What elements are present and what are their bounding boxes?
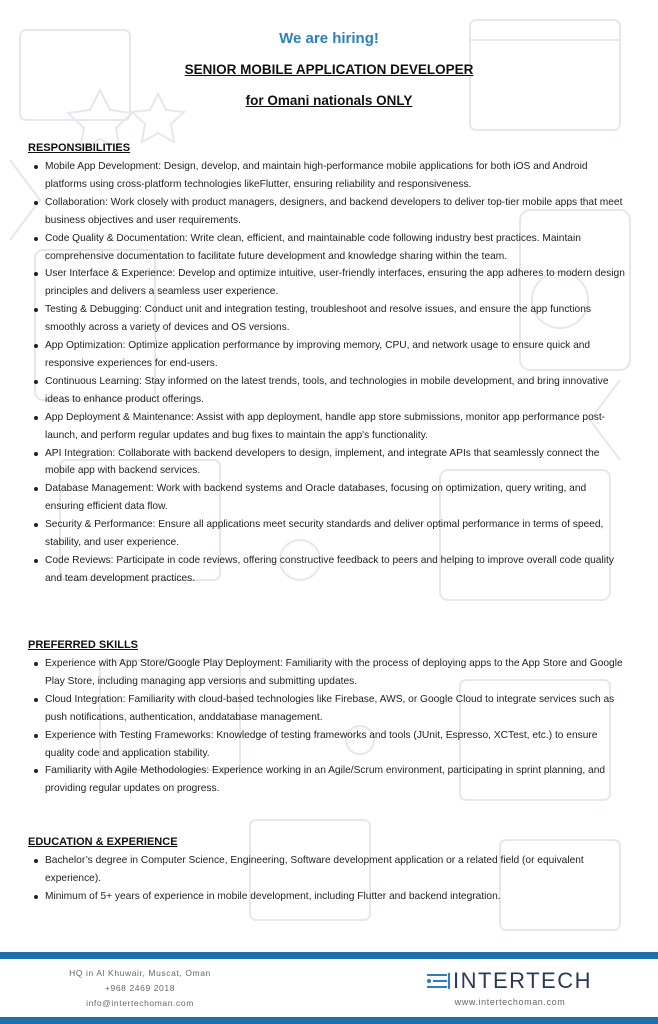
list-item: Security & Performance: Ensure all applications meet security standards and deliver optimal performance in terms of speed, stability, and user experience. xyxy=(28,516,628,552)
list-item: Continuous Learning: Stay informed on the latest trends, tools, and technologies in mobile development, and bring innovative ideas to enhance product offerings. xyxy=(28,373,628,409)
contact-info xyxy=(40,966,240,1011)
job-title: SENIOR MOBILE APPLICATION DEVELOPER xyxy=(184,62,474,77)
website-link[interactable]: www.intertechoman.com xyxy=(454,997,566,1007)
education-list xyxy=(28,852,628,906)
list-item: Experience with App Store/Google Play Deployment: Familiarity with the process of deploying apps to the App Store and Google Play Store, including managing app versions and submitting updates. xyxy=(28,655,628,691)
address-text: HQ in Al Khuwair, Muscat, Oman xyxy=(69,968,211,978)
email-link[interactable]: info@intertechoman.com xyxy=(86,998,194,1008)
list-item: Cloud Integration: Familiarity with cloud-based technologies like Firebase, AWS, or Google Cloud to integrate services such as push notifications, authentication, anddatabase management. xyxy=(28,691,628,727)
list-item: Database Management: Work with backend systems and Oracle databases, focusing on optimization, query writing, and ensuring efficient data flow. xyxy=(28,480,628,516)
list-item: Code Reviews: Participate in code reviews, offering constructive feedback to peers and helping to improve overall code quality and team development practices. xyxy=(28,552,628,588)
job-eligibility: for Omani nationals ONLY xyxy=(245,93,413,108)
education-section xyxy=(28,836,628,906)
responsibilities-heading: RESPONSIBILITIES xyxy=(28,142,131,154)
list-item: App Deployment & Maintenance: Assist with app deployment, handle app store submissions, monitor app performance post-launch, and perform regular updates and bug fixes to maintain the app's functionality. xyxy=(28,409,628,445)
footer-divider xyxy=(0,952,658,959)
responsibilities-list xyxy=(28,158,628,588)
list-item: Collaboration: Work closely with product managers, designers, and backend developers to deliver top-tier mobile apps that meet business objectives and user requirements. xyxy=(28,194,628,230)
phone-text: +968 2469 2018 xyxy=(104,983,176,993)
list-item: App Optimization: Optimize application performance by improving memory, CPU, and network usage to ensure quick and responsive experiences for end-users. xyxy=(28,337,628,373)
list-item: Code Quality & Documentation: Write clean, efficient, and maintainable code following industry best practices. Maintain comprehensive documentation to facilitate future development and knowledge sharing within the team. xyxy=(28,230,628,266)
list-item: API Integration: Collaborate with backend developers to design, implement, and integrate APIs that seamlessly connect the mobile app with backend services. xyxy=(28,445,628,481)
list-item: User Interface & Experience: Develop and optimize intuitive, user-friendly interfaces, ensuring the app adheres to modern design principles and delivers a seamless user experience. xyxy=(28,265,628,301)
list-item: Experience with Testing Frameworks: Knowledge of testing frameworks and tools (JUnit, Espresso, XCTest, etc.) to ensure quality code and application stability. xyxy=(28,727,628,763)
list-item: Minimum of 5+ years of experience in mobile development, including Flutter and backend integration. xyxy=(28,888,628,906)
education-heading: EDUCATION & EXPERIENCE xyxy=(28,836,178,848)
list-item: Testing & Debugging: Conduct unit and integration testing, troubleshoot and resolve issues, and ensure the app functions smoothly across a variety of devices and OS versions. xyxy=(28,301,628,337)
logo-wordmark: INTERTECH xyxy=(453,968,592,993)
preferred-skills-heading: PREFERRED SKILLS xyxy=(28,639,139,651)
intertech-logo xyxy=(425,968,615,994)
preferred-skills-list xyxy=(28,655,628,798)
footer-bottom-bar xyxy=(0,1017,658,1024)
list-item: Mobile App Development: Design, develop, and maintain high-performance mobile applications for both iOS and Android platforms using cross-platform technologies likeFlutter, ensuring reliability and responsiveness. xyxy=(28,158,628,194)
hiring-banner: We are hiring! xyxy=(279,30,379,47)
preferred-skills-section xyxy=(28,639,628,798)
list-item: Bachelor’s degree in Computer Science, Engineering, Software development application or a related field (or equivalent experience). xyxy=(28,852,628,888)
responsibilities-section xyxy=(28,142,628,588)
circuit-logo-icon xyxy=(425,971,451,991)
list-item: Familiarity with Agile Methodologies: Experience working in an Agile/Scrum environment, participating in sprint planning, and providing regular updates on progress. xyxy=(28,762,628,798)
